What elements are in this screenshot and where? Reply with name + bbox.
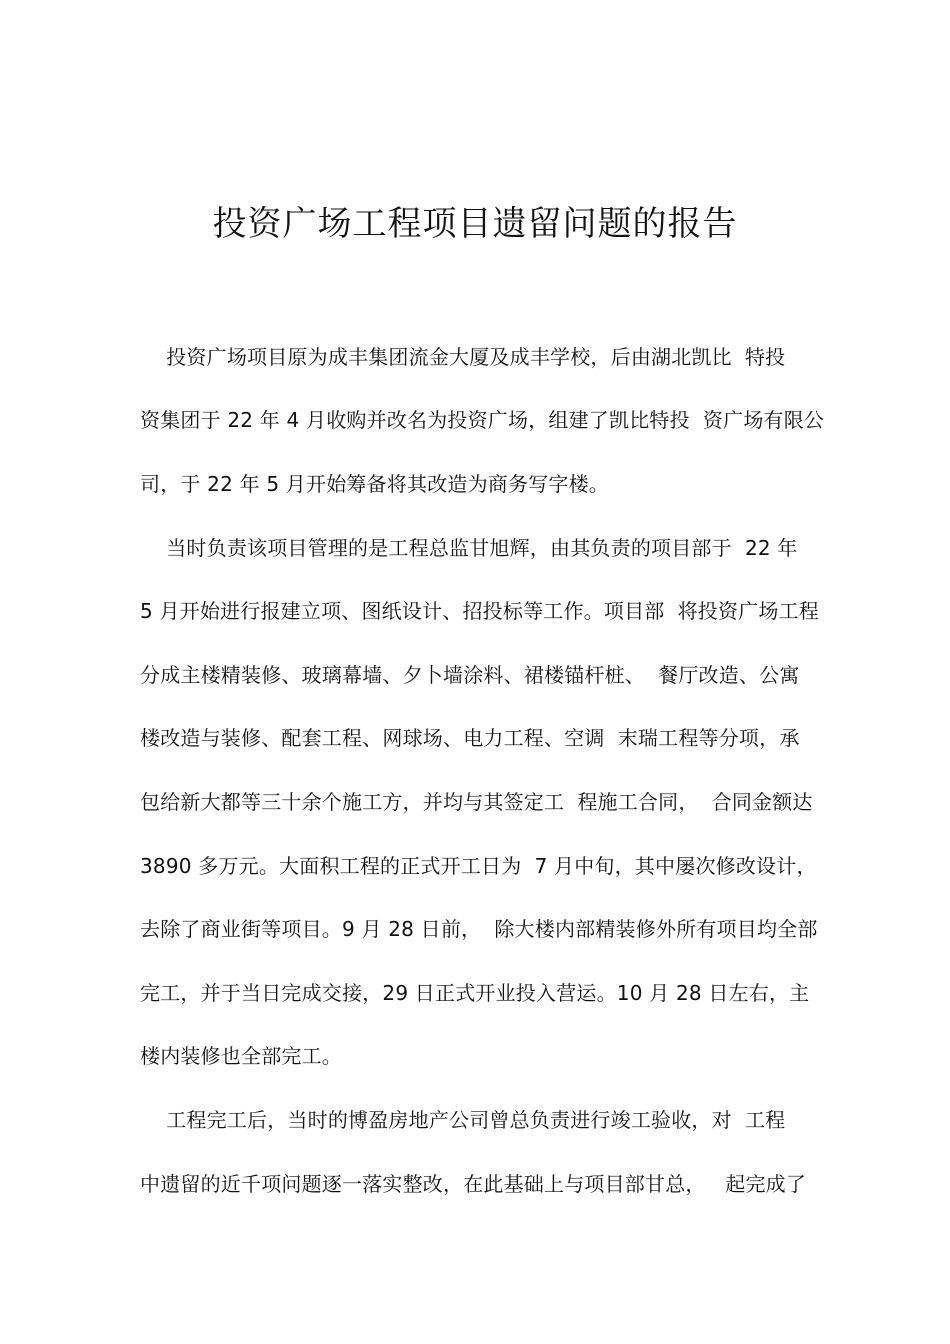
body-line: 工程完工后，当时的博盈房地产公司曾总负责进行竣工验收，对 工程 [140, 1108, 786, 1132]
body-line: 当时负责该项目管理的是工程总监甘旭辉，由其负责的项目部于 22 年 [140, 536, 798, 560]
body-line: 资集团于 22 年 4 月收购并改名为投资广场，组建了凯比特投 资广场有限公 [140, 408, 825, 432]
body-line: 投资广场项目原为成丰集团流金大厦及成丰学校，后由湖北凯比 特投 [140, 345, 786, 369]
body-line: 司，于 22 年 5 月开始筹备将其改造为商务写字楼。 [140, 472, 610, 496]
body-line: 包给新大都等三十余个施工方，并均与其签定工 程施工合同， 合同金额达 [140, 790, 813, 814]
body-line: 中遗留的近千项问题逐一落实整改，在此基础上与项目部甘总， 起完成了 [140, 1172, 807, 1196]
document-title: 投资广场工程项目遗留问题的报告 [212, 204, 738, 244]
body-line: 分成主楼精装修、玻璃幕墙、夕卜墙涂料、裙楼锚杆桩、 餐厅改造、公寓 [140, 663, 800, 687]
body-line: 3890 多万元。大面积工程的正式开工日为 7 月中旬，其中屡次修改设计， [140, 854, 817, 878]
body-line: 完工，并于当日完成交接，29 日正式开业投入营运。10 月 28 日左右，主 [140, 981, 810, 1005]
body-line: 楼改造与装修、配套工程、网球场、电力工程、空调 末瑞工程等分项，承 [140, 726, 800, 750]
body-line: 去除了商业街等项目。9 月 28 日前， 除大楼内部精装修外所有项目均全部 [140, 917, 818, 941]
body-line: 楼内装修也全部完工。 [140, 1044, 342, 1068]
body-line: 5 月开始进行报建立项、图纸设计、招投标等工作。项目部 将投资广场工程 [140, 599, 819, 623]
